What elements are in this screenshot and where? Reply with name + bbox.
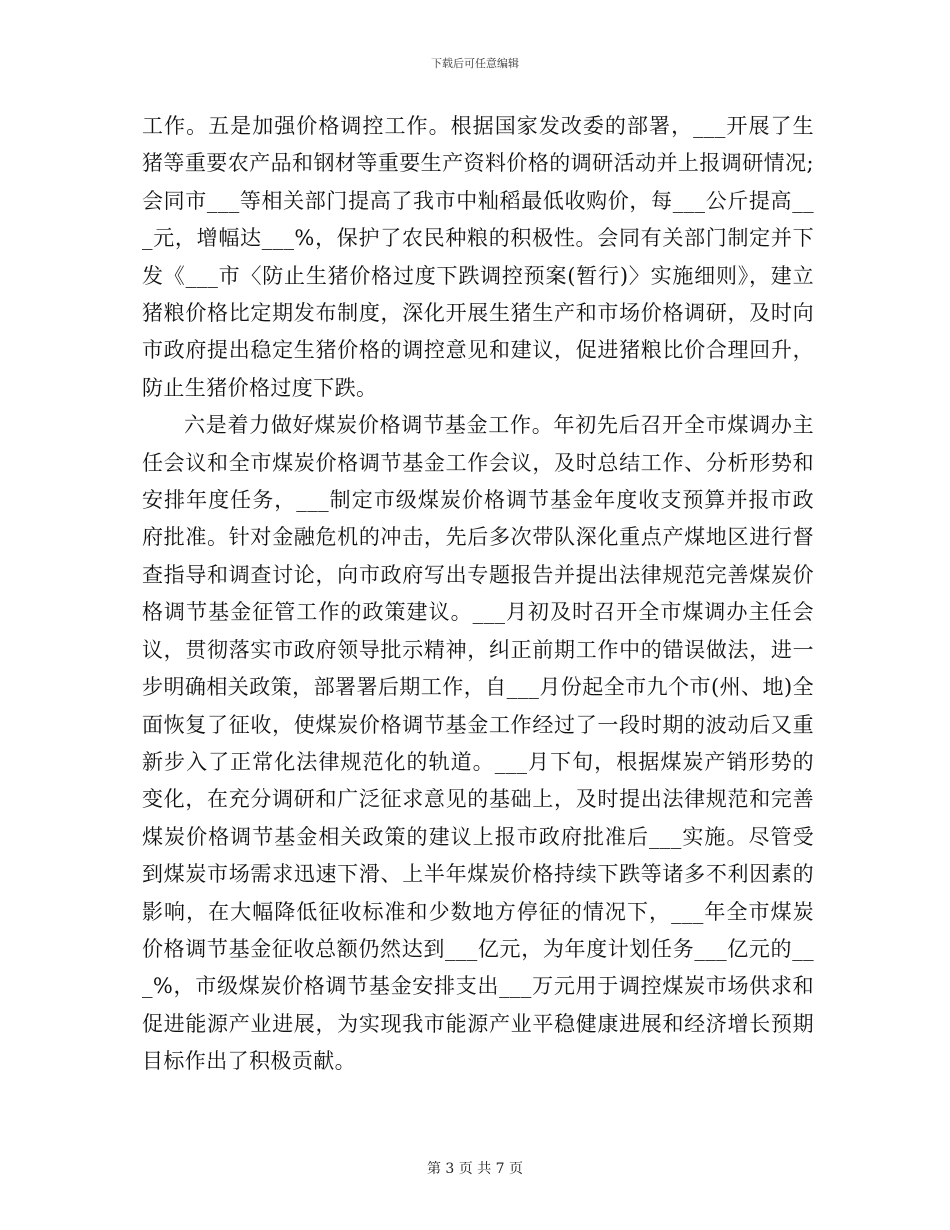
paragraph-coal-fund: 六是着力做好煤炭价格调节基金工作。年初先后召开全市煤调办主任会议和全市煤炭价格调节基金工作会议，及时总结工作、分析形势和安排年度任务，___制定市级煤炭价格调节基金年度收支预算并报市政府批准。针对金融危机的冲击，先后多次带队深化重点产煤地区进行督查指导和调查讨论，向市政府写出专题报告并提出法律规范完善煤炭价格调节基金征管工作的政策建议。___月初及时召开全市煤调办主任会议，贯彻落实市政府领导批示精神，纠正前期工作中的错误做法，进一步明确相关政策，部署署后期工作，自___月份起全市九个市(州、地)全面恢复了征收，使煤炭价格调节基金工作经过了一段时期的波动后又重新步入了正常化法律规范化的轨道。___月下旬，根据煤炭产销形势的变化，在充分调研和广泛征求意见的基础上，及时提出法律规范和完善煤炭价格调节基金相关政策的建议上报市政府批准后___实施。尽管受到煤炭市场需求迅速下滑、上半年煤炭价格持续下跌等诸多不利因素的影响，在大幅降低征收标准和少数地方停征的情况下，___年全市煤炭价格调节基金征收总额仍然达到___亿元，为年度计划任务___亿元的___%，市级煤炭价格调节基金安排支出___万元用于调控煤炭市场供求和促进能源产业进展，为实现我市能源产业平稳健康进展和经济增长预期目标作出了积极贡献。 [142,413,814,1074]
document-body [142,108,814,1081]
page-header: 下载后可任意编辑 [431,57,519,70]
paragraph-price-control: 工作。五是加强价格调控工作。根据国家发改委的部署，___开展了生猪等重要农产品和钢材等重要生产资料价格的调研活动并上报调研情况;会同市___等相关部门提高了我市中籼稻最低收购价，每___公斤提高___元，增幅达___%，保护了农民种粮的积极性。会同有关部门制定并下发《___市〈防止生猪价格过度下跌调控预案(暂行)〉实施细则》，建立猪粮价格比定期发布制度，深化开展生猪生产和市场价格调研，及时向市政府提出稳定生猪价格的调控意见和建议，促进猪粮比价合理回升，防止生猪价格过度下跌。 [142,114,814,400]
page-footer: 第 3 页 共 7 页 [426,1161,524,1177]
